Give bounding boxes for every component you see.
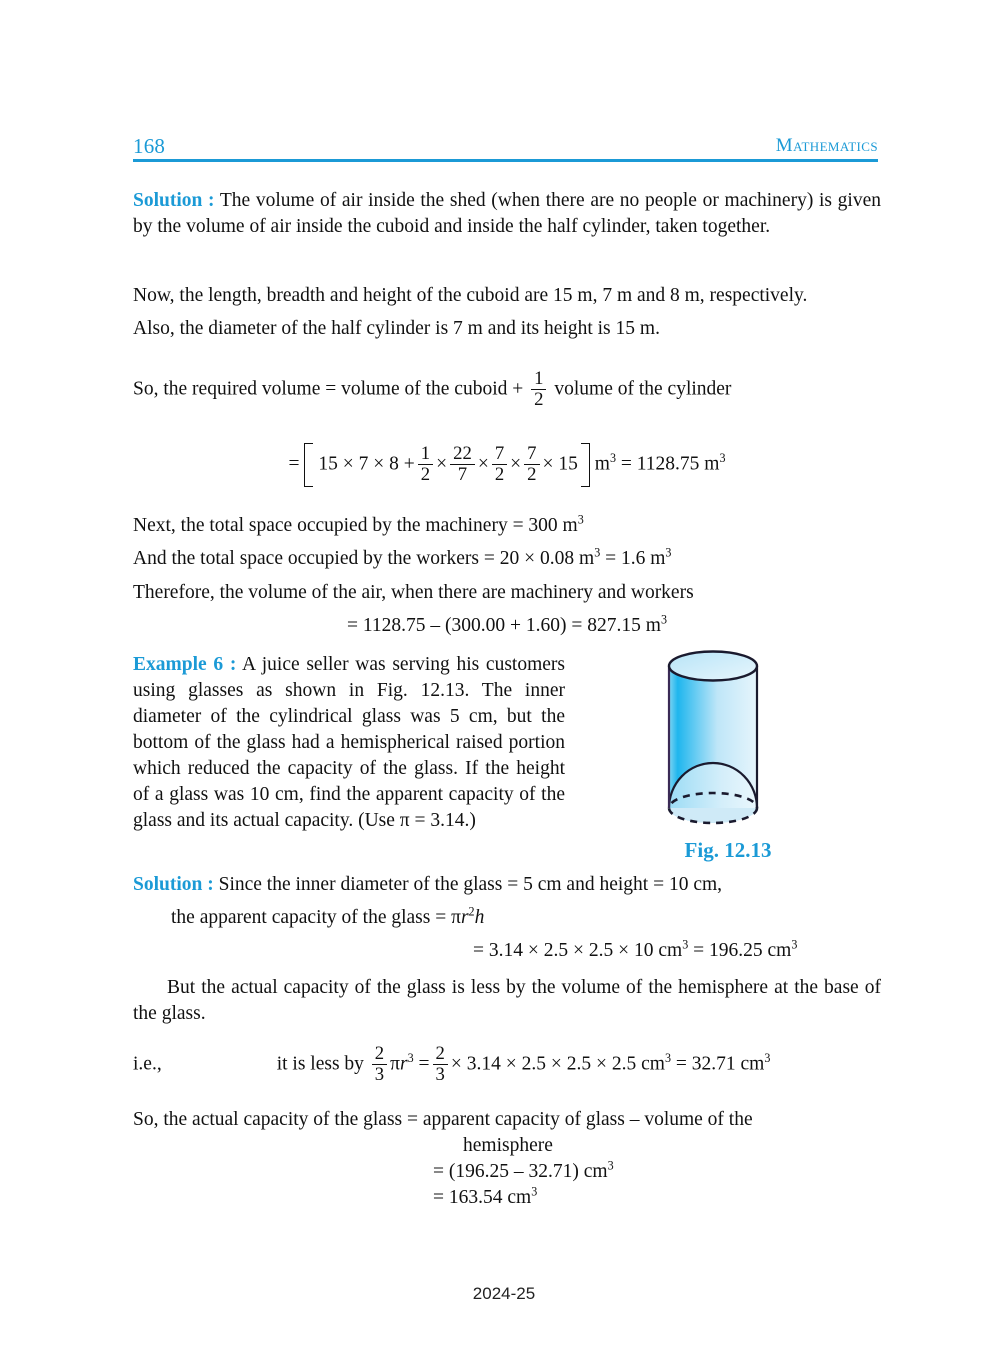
page-footer: 2024-25 xyxy=(472,1284,536,1303)
figure-12-13-caption: Fig. 12.13 xyxy=(684,838,772,862)
eq1-equals: = xyxy=(288,453,300,475)
final-line-4-exponent: 3 xyxy=(531,1184,538,1199)
final-line-3-text: = (196.25 – 32.71) cm xyxy=(433,1160,608,1182)
final-line-3 xyxy=(133,1159,881,1185)
equation-air-volume-result xyxy=(133,613,881,639)
eq1-fraction-3: $\frac{7}{2}$ xyxy=(492,444,507,484)
book-title: Mathematics xyxy=(775,135,878,156)
eq1-fraction-1: $\frac{1}{2}$ xyxy=(418,444,433,484)
apparent-radius-exponent: 2 xyxy=(468,904,475,919)
eq1-times-4: × 15 xyxy=(542,453,578,475)
figure-12-13 xyxy=(628,648,828,868)
eq1-bracket-group xyxy=(304,443,590,487)
example-6-label: Example 6 : xyxy=(133,654,237,675)
solution-2-label: Solution : xyxy=(133,874,214,895)
actual-capacity-note xyxy=(133,975,881,1027)
workers-space-result: = 1.6 m xyxy=(600,548,666,569)
ie-label: i.e., xyxy=(133,1053,162,1075)
apparent-capacity-line xyxy=(171,905,881,931)
eq1-term-a: 15 × 7 × 8 + xyxy=(318,453,415,475)
workers-space-line xyxy=(133,546,881,572)
final-line-2: hemisphere xyxy=(463,1134,553,1156)
eq1-fraction-2: $\frac{22}{7}$ xyxy=(450,444,475,484)
workers-space-exponent-1: 3 xyxy=(594,545,601,560)
half-cylinder-dimensions-line: Also, the diameter of the half cylinder is 7 m and its height is 15 m. xyxy=(133,318,660,339)
solution-label: Solution : xyxy=(133,190,215,211)
ie-rest: × 3.14 × 2.5 × 2.5 × 2.5 cm xyxy=(450,1053,665,1075)
eq3-exponent-2: 3 xyxy=(791,937,798,952)
required-volume-suffix: volume of the cylinder xyxy=(549,378,732,400)
apparent-height-symbol: h xyxy=(474,907,485,928)
apparent-radius-symbol: r xyxy=(460,907,469,928)
final-answer-block xyxy=(133,1107,881,1211)
hemisphere-volume-line xyxy=(133,1045,881,1085)
ie-result: = 32.71 cm xyxy=(671,1053,765,1075)
eq1-result: = 1128.75 m xyxy=(620,453,720,475)
workers-space-text: And the total space occupied by the workers = 20 × 0.08 m xyxy=(133,548,595,569)
fraction-one-half: $\frac{1}{2}$ xyxy=(531,369,546,409)
therefore-line: Therefore, the volume of the air, when there are machinery and workers xyxy=(133,582,694,603)
cylindrical-glass-icon xyxy=(628,648,828,868)
solution-2-paragraph xyxy=(133,872,881,898)
eq1-times-2: × xyxy=(477,453,489,475)
final-line-1: So, the actual capacity of the glass = apparent capacity of glass – volume of the xyxy=(133,1109,753,1130)
eq1-fraction-4: $\frac{7}{2}$ xyxy=(524,444,539,484)
solution-1-paragraph xyxy=(133,188,881,240)
equation-volume-computation xyxy=(133,443,881,487)
final-line-4-text: = 163.54 cm xyxy=(433,1186,532,1208)
final-line-4 xyxy=(133,1185,881,1211)
machinery-space-exponent: 3 xyxy=(577,512,584,527)
eq3-text: = 3.14 × 2.5 × 2.5 × 10 cm xyxy=(473,940,683,961)
example-6-paragraph xyxy=(133,652,565,833)
example-6-text: A juice seller was serving his customers using glasses as shown in Fig. 12.13. The inner diameter of the cylindrical glass was 5 cm, but the bottom of the glass had a hemispherical raised portion which reduced the capacity of the glass. If the height of a glass was 10 cm, find the apparent capacity of the glass and its actual capacity. (Use π = 3.14.) xyxy=(133,654,565,831)
cuboid-dimensions-line: Now, the length, breadth and height of the cuboid are 15 m, 7 m and 8 m, respectively. xyxy=(133,285,808,306)
ie-fraction-two-thirds-1: $\frac{2}{3}$ xyxy=(372,1044,387,1084)
ie-equals: = xyxy=(418,1053,430,1075)
eq3-exponent-1: 3 xyxy=(682,937,689,952)
eq1-times-3: × xyxy=(510,453,522,475)
required-volume-prefix: So, the required volume = volume of the cuboid + xyxy=(133,378,529,400)
actual-capacity-note-text: But the actual capacity of the glass is less by the volume of the hemisphere at the base of the glass. xyxy=(133,977,881,1024)
equation-apparent-capacity xyxy=(133,938,1008,964)
eq1-result-exponent: 3 xyxy=(719,451,726,466)
eq3-result: = 196.25 cm xyxy=(688,940,792,961)
solution-2-text: Since the inner diameter of the glass = 5 cm and height = 10 cm, xyxy=(213,874,723,895)
ie-result-exponent: 3 xyxy=(764,1051,771,1066)
page-header xyxy=(133,134,878,162)
eq2-exponent: 3 xyxy=(660,612,667,627)
final-line-3-exponent: 3 xyxy=(607,1158,614,1173)
ie-prefix: it is less by xyxy=(276,1053,369,1075)
eq1-times-1: × xyxy=(436,453,448,475)
required-volume-line xyxy=(133,370,881,410)
apparent-capacity-text: the apparent capacity of the glass = π xyxy=(171,907,461,928)
machinery-space-text: Next, the total space occupied by the machinery = 300 m xyxy=(133,515,578,536)
header-rule xyxy=(133,159,878,162)
eq1-unit-exponent: 3 xyxy=(609,451,616,466)
ie-radius-exponent: 3 xyxy=(407,1051,414,1066)
ie-pi: π xyxy=(390,1053,401,1075)
ie-fraction-two-thirds-2: $\frac{2}{3}$ xyxy=(433,1044,448,1084)
ie-rest-exponent: 3 xyxy=(664,1051,671,1066)
eq1-unit: m xyxy=(594,453,610,475)
page-number: 168 xyxy=(133,134,166,158)
machinery-space-line xyxy=(133,513,881,539)
cylinder-top-rim xyxy=(669,652,757,681)
eq2-text: = 1128.75 – (300.00 + 1.60) = 827.15 m xyxy=(347,615,661,636)
workers-space-exponent-2: 3 xyxy=(665,545,672,560)
ie-radius-symbol: r xyxy=(400,1053,408,1075)
solution-1-text: The volume of air inside the shed (when there are no people or machinery) is given by the volume of air inside the cuboid and inside the half cylinder, taken together. xyxy=(133,190,881,237)
